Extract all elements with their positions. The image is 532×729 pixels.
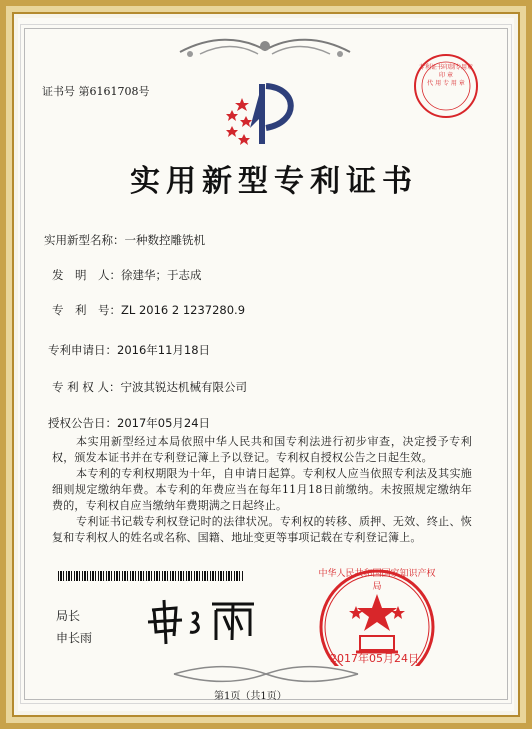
top-ornament — [170, 34, 360, 62]
field-inventor-label: 发 明 人： — [52, 268, 121, 282]
field-holder-value: 宁波其锐达机械有限公司 — [120, 380, 247, 394]
page-footer: 第1页（共1页） — [214, 691, 287, 702]
seal-text: 中华人民共和国国家知识产权局 — [318, 569, 436, 592]
field-apply-date-label: 专利申请日： — [48, 343, 117, 357]
field-grant-date — [48, 412, 210, 431]
field-inventor — [52, 264, 202, 283]
paragraph-2: 本专利的专利权期限为十年，自申请日起算。专利权人应当依照专利法及其实施细则规定缴纳年费。本专利的年费应当在每年11月18日前缴纳。未按照规定缴纳年费的，专利权自应当缴纳年费期满之日起终止。 — [52, 467, 472, 512]
barcode — [58, 571, 244, 581]
field-apply-date-value: 2016年11月18日 — [117, 343, 211, 357]
printing-stamp-text — [418, 64, 474, 88]
field-holder-label: 专 利 权 人： — [52, 380, 121, 394]
certificate-title: 实用新型专利证书 — [130, 164, 418, 199]
field-name-label: 实用新型名称： — [44, 233, 125, 247]
printing-stamp-inner-1: 印 章 — [439, 72, 453, 79]
field-holder — [52, 376, 247, 395]
director-title: 局长 — [56, 609, 81, 623]
patent-office-logo-icon — [222, 76, 300, 150]
paragraph-3: 专利证书记载专利权登记时的法律状况。专利权的转移、质押、无效、终止、恢复和专利权人的姓名或名称、国籍、地址变更等事项记载在专利登记簿上。 — [52, 515, 472, 544]
field-patent-no-value: ZL 2016 2 1237280.9 — [121, 303, 246, 317]
printing-stamp-caption: 专利证书印制专用章 — [418, 64, 473, 71]
cert-number-value: 第6161708号 — [78, 85, 150, 98]
director-signature — [146, 596, 266, 646]
bottom-ornament — [168, 664, 364, 684]
field-grant-date-label: 授权公告日： — [48, 416, 117, 430]
field-name-value: 一种数控雕铣机 — [124, 233, 205, 247]
cert-number — [42, 83, 150, 99]
field-patent-no — [52, 299, 245, 318]
director-name: 申长雨 — [56, 631, 93, 645]
paragraph-1: 本实用新型经过本局依照中华人民共和国专利法进行初步审查，决定授予专利权，颁发本证书并在专利登记簿上予以登记。专利权自授权公告之日起生效。 — [52, 435, 472, 464]
field-patent-no-label: 专 利 号： — [52, 303, 121, 317]
printing-stamp-inner-2: 代 用 专 用 章 — [427, 80, 465, 87]
cert-number-label: 证书号 — [42, 85, 75, 98]
field-inventor-value: 徐建华；于志成 — [121, 268, 202, 282]
field-apply-date — [48, 339, 210, 358]
field-grant-date-value: 2017年05月24日 — [117, 416, 211, 430]
field-name — [44, 229, 205, 248]
seal-date: 2017年05月24日 — [330, 652, 419, 665]
